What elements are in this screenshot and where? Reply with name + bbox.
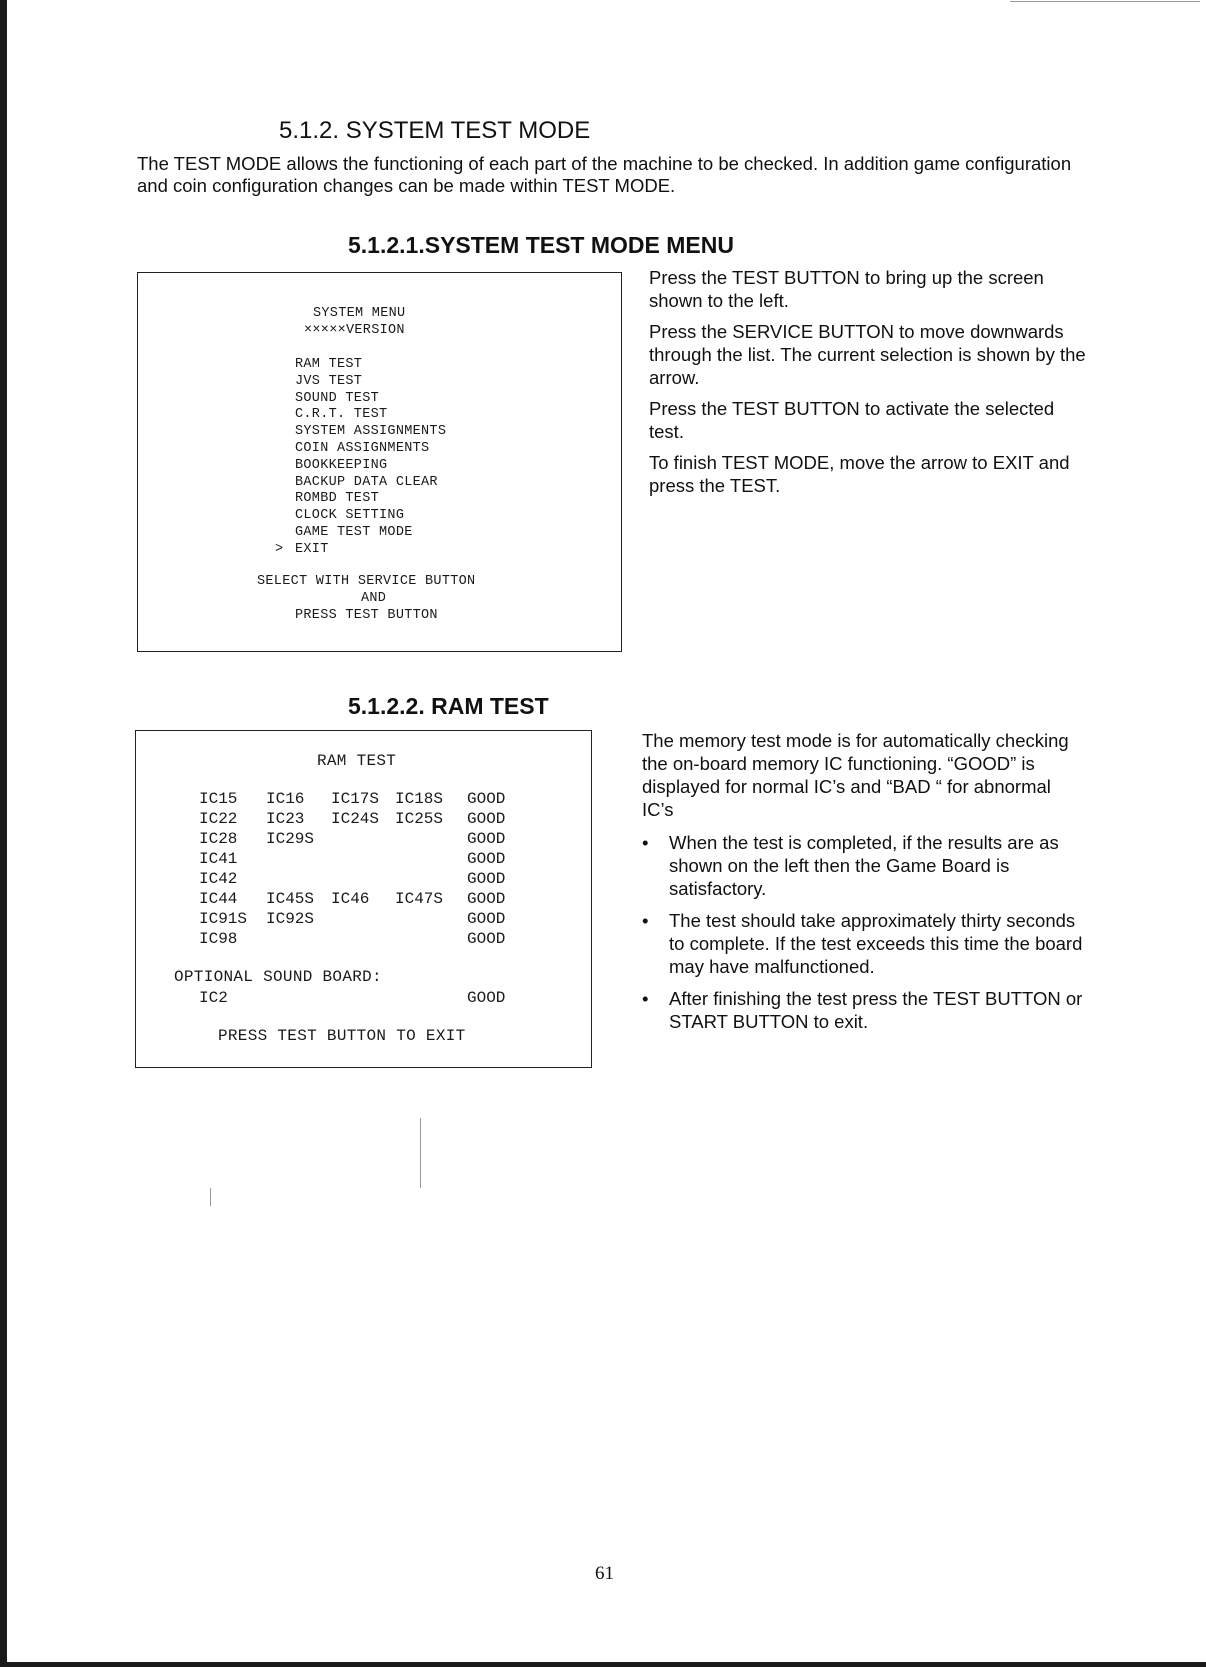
instruction-paragraph: Press the TEST BUTTON to activate the selected test.: [649, 398, 1055, 442]
ic-label: IC22: [199, 810, 238, 828]
ic-label: IC46: [331, 890, 370, 908]
instruction-paragraph: Press the SERVICE BUTTON to move downwards through the list. The current selection is shown by the arrow.: [649, 321, 1086, 388]
instruction-paragraph: Press the TEST BUTTON to bring up the screen shown to the left.: [649, 267, 1044, 311]
ic-label: IC42: [199, 870, 238, 888]
ram-status: GOOD: [467, 850, 506, 868]
ic-label: IC45S: [266, 890, 315, 908]
ic-label: IC16: [266, 790, 305, 808]
ram-result-row: [199, 869, 529, 889]
ic-label: IC28: [199, 830, 238, 848]
section-title: 5.1.2. SYSTEM TEST MODE: [279, 117, 591, 144]
ic-label: IC17S: [331, 790, 380, 808]
ic-label: IC29S: [266, 830, 315, 848]
ram-test-screen: [135, 730, 592, 1068]
screen-hint-line-3: PRESS TEST BUTTON: [295, 608, 438, 623]
menu-item-crt-test: C.R.T. TEST: [295, 407, 388, 423]
menu-item-rombd-test: ROMBD TEST: [295, 491, 380, 507]
bullet-item: • The test should take approximately thirty seconds to complete. If the test exceeds this time the board may have malfunctioned.: [642, 909, 1087, 978]
ram-status: GOOD: [467, 910, 506, 928]
ic-label: IC47S: [395, 890, 444, 908]
ic-label: IC15: [199, 790, 238, 808]
ram-result-row: [199, 909, 529, 929]
ram-status: GOOD: [467, 989, 506, 1007]
scan-border-left: [0, 0, 7, 1667]
menu-item-system-assignments: SYSTEM ASSIGNMENTS: [295, 424, 447, 440]
ram-screen-title: RAM TEST: [317, 752, 397, 770]
ic-label: IC98: [199, 930, 238, 948]
ram-exit-hint: PRESS TEST BUTTON TO EXIT: [218, 1027, 466, 1045]
system-menu-list: [275, 357, 447, 559]
ram-status: GOOD: [467, 810, 506, 828]
ram-description: [642, 729, 1087, 1042]
ic-label: IC91S: [199, 910, 248, 928]
scan-speck: [420, 1118, 421, 1188]
ic-label: IC44: [199, 890, 238, 908]
menu-item-backup-data-clear: BACKUP DATA CLEAR: [295, 474, 438, 490]
menu-item-clock-setting: CLOCK SETTING: [295, 508, 405, 524]
bullet-item: • After finishing the test press the TEST BUTTON or START BUTTON to exit.: [642, 987, 1087, 1033]
scan-speck: [210, 1188, 211, 1206]
selection-arrow-icon: >: [275, 541, 284, 557]
ram-result-row: [199, 929, 529, 949]
menu-item-coin-assignments: COIN ASSIGNMENTS: [295, 440, 430, 456]
menu-section-heading: 5.1.2.1.SYSTEM TEST MODE MENU: [348, 232, 734, 258]
ram-status: GOOD: [467, 790, 506, 808]
ram-status: GOOD: [467, 890, 506, 908]
menu-item-ram-test: RAM TEST: [295, 357, 363, 372]
ic-label: IC92S: [266, 910, 315, 928]
ram-status: GOOD: [467, 830, 506, 848]
page-number: 61: [595, 1563, 614, 1584]
menu-instructions: [649, 266, 1094, 505]
menu-item-exit-label: EXIT: [295, 541, 329, 557]
bullet-item: • When the test is completed, if the results are as shown on the left then the Game Board is satisfactory.: [642, 831, 1087, 900]
scan-border-bottom: [0, 1662, 1206, 1667]
screen-hint-line-1: SELECT WITH SERVICE BUTTON: [257, 574, 476, 589]
menu-item-jvs-test: JVS TEST: [295, 373, 363, 389]
ic-label: IC2: [199, 989, 228, 1007]
menu-item-game-test-mode: GAME TEST MODE: [295, 524, 413, 540]
ram-description-paragraph: The memory test mode is for automatically checking the on-board memory IC functioning. “GOOD” is displayed for normal IC’s and “BAD “ for abnormal IC’s: [642, 730, 1069, 820]
ram-result-row: [199, 889, 529, 909]
menu-item-sound-test: SOUND TEST: [295, 390, 380, 406]
instruction-paragraph: To finish TEST MODE, move the arrow to EXIT and press the TEST.: [649, 452, 1070, 496]
ram-bullet-list: [642, 831, 1087, 1033]
ic-label: IC41: [199, 850, 238, 868]
screen-hint-line-2: AND: [361, 591, 387, 606]
ic-label: IC24S: [331, 810, 380, 828]
ram-status: GOOD: [467, 870, 506, 888]
ram-status: GOOD: [467, 930, 506, 948]
menu-item-bookkeeping: BOOKKEEPING: [295, 457, 388, 473]
ic-label: IC18S: [395, 790, 444, 808]
scan-speck: [1010, 1, 1200, 2]
optional-sound-board-label: OPTIONAL SOUND BOARD:: [174, 968, 382, 986]
screen-title: SYSTEM MENU: [313, 306, 406, 321]
ram-section-heading: 5.1.2.2. RAM TEST: [348, 693, 549, 719]
ram-result-row: [199, 829, 529, 849]
ic-label: IC23: [266, 810, 305, 828]
menu-item-exit: [275, 541, 446, 559]
section-intro: The TEST MODE allows the functioning of each part of the machine to be checked. In addition game configuration and coin configuration changes can be made within TEST MODE.: [137, 153, 1072, 196]
ic-label: IC25S: [395, 810, 444, 828]
ram-result-row: [199, 789, 529, 809]
screen-version: ×××××VERSION: [304, 323, 405, 338]
ram-result-row: [199, 849, 529, 869]
ram-result-row: [199, 988, 529, 1008]
system-menu-screen: [137, 272, 622, 652]
ram-result-row: [199, 809, 529, 829]
